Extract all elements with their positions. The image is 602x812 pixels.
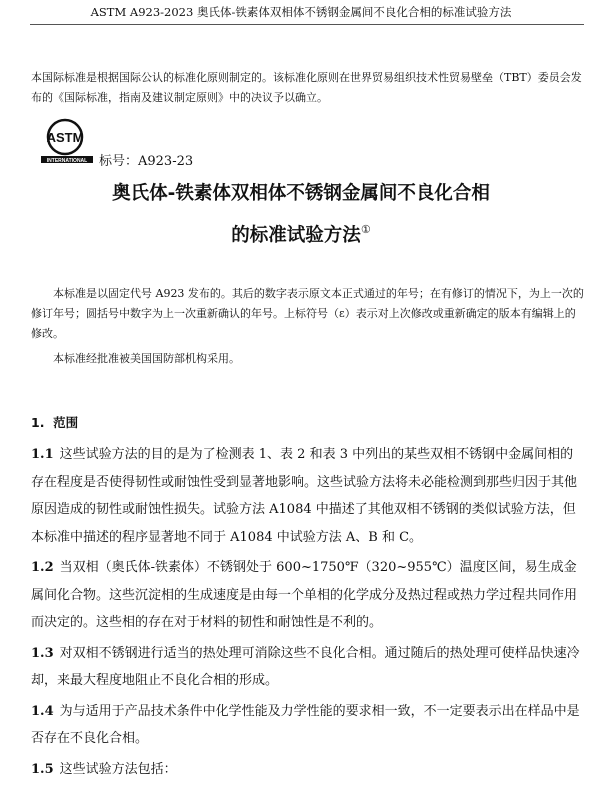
clause-text: 这些试验方法包括： (59, 761, 177, 777)
clause-text: 这些试验方法的目的是为了检测表 1、表 2 和表 3 中列出的某些双相不锈钢中金属间相的存在程度是否使得韧性或耐蚀性受到显著地影响。这些试验方法将未必能检测到那些归因于其他原因造成的韧性或耐蚀性损失。试验方法 A1084 中描述了其他双相不锈钢的类似试验方法，但本标准中描述的程序显著地不同于 A1084 中试验方法 A、B 和 C。 (31, 447, 578, 545)
clause-text: 为与适用于产品技术条件中化学性能及力学性能的要求相一致，不一定要表示出在样品中是否存在不良化合相。 (31, 703, 580, 746)
section-number: 1. (31, 415, 45, 430)
title-line-2-text: 的标准试验方法 (231, 225, 361, 246)
title-line-1: 奥氏体-铁素体双相体不锈钢金属间不良化合相 (112, 183, 490, 204)
running-header: ASTM A923-2023 奥氏体-铁素体双相体不锈钢金属间不良化合相的标准试验方法 (90, 5, 512, 19)
wto-notice: 本国际标准是根据国际公认的标准化原则制定的。该标准化原则在世界贸易组织技术性贸易壁垒（TBT）委员会发布的《国际标准，指南及建议制定原则》中的决议予以确立。 (31, 71, 582, 104)
clause-number: 1.5 (31, 761, 54, 777)
logo-subtext: INTERNATIONAL (46, 158, 88, 164)
clause-number: 1.3 (31, 645, 54, 661)
logo-text: ASTM (46, 130, 84, 145)
intro-paragraph-2: 本标准经批准被美国国防部机构采用。 (53, 352, 240, 365)
clause-text: 当双相（奥氏体-铁素体）不锈钢处于 600~1750℉（320~955℃）温度区间，易生成金属间化合物。这些沉淀相的生成速度是由每一个单相的化学成分及热过程或热力学过程共同作用而决定的。这些相的存在对于材料的韧性和耐蚀性是不利的。 (31, 560, 578, 630)
astm-logo (41, 118, 93, 164)
clause-number: 1.1 (31, 447, 54, 462)
clause-text: 对双相不锈钢进行适当的热处理可消除这些不良化合相。通过随后的热处理可使样品快速冷却，来最大程度地阻止不良化合相的形成。 (31, 645, 580, 688)
clause (31, 554, 584, 637)
clause (31, 441, 584, 551)
section-heading (31, 413, 78, 431)
section-body (31, 441, 584, 786)
clause (31, 698, 584, 753)
intro-paragraph-1: 本标准是以固定代号 A923 发布的。其后的数字表示原文本正式通过的年号；在有修订的情况下，为上一次的修订年号；圆括号中数字为上一次重新确认的年号。上标符号（ε）表示对上次修改或重新确定的版本有编辑上的修改。 (31, 287, 584, 340)
designation: 标号：A923-23 (99, 154, 194, 169)
clause-number: 1.4 (31, 703, 54, 719)
header-rule (30, 24, 584, 25)
title-footnote-mark: ① (360, 223, 371, 236)
section-title: 范围 (53, 415, 79, 430)
intro-block (31, 284, 584, 369)
clause-number: 1.2 (31, 560, 54, 575)
clause (31, 640, 584, 695)
title-line-2 (0, 221, 602, 247)
clause (31, 756, 584, 784)
